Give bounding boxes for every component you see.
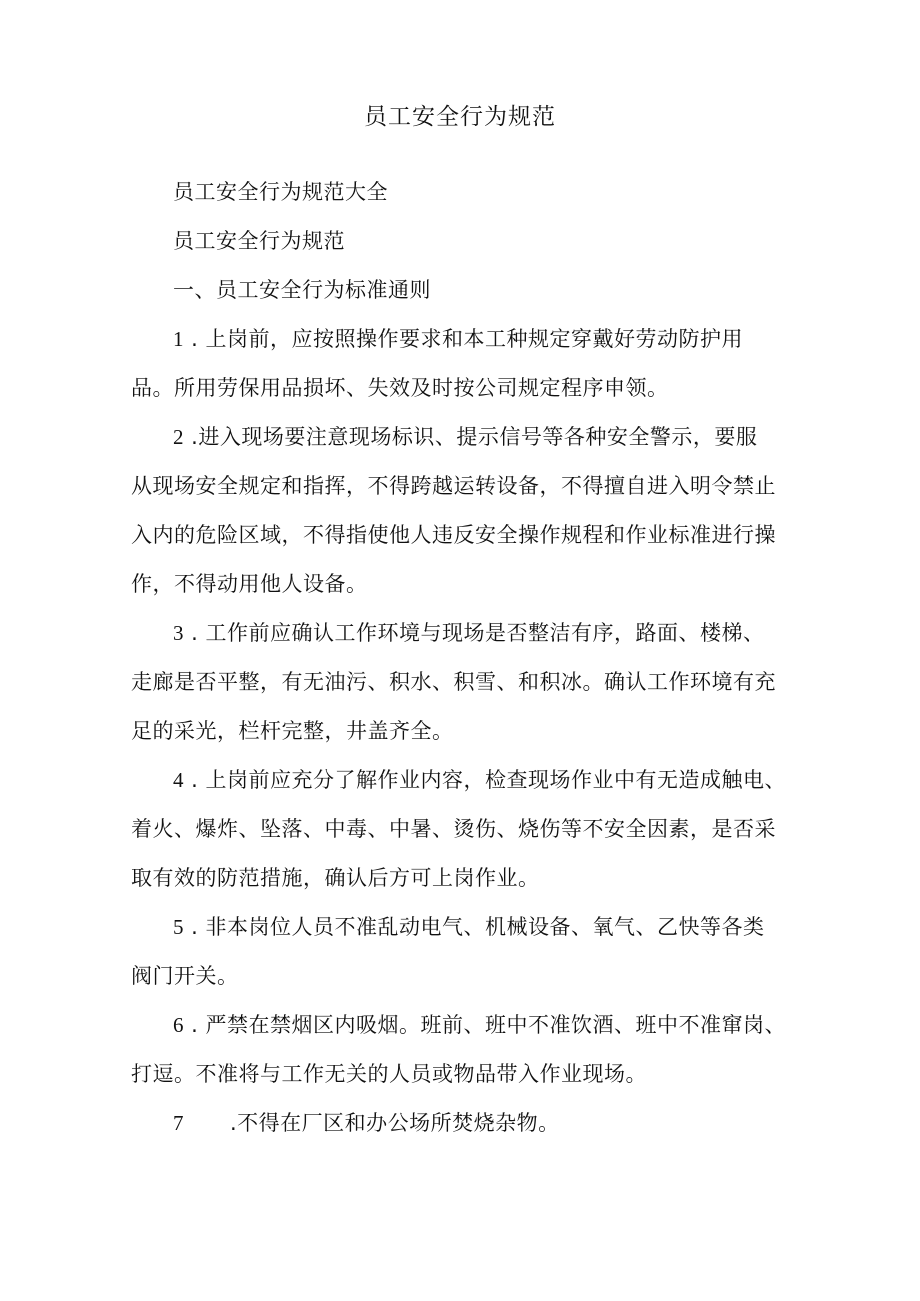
item-5-text-1: . 非本岗位人员不准乱动电气、机械设备、氧气、乙快等各类 [184,915,765,939]
item-3-text-1: . 工作前应确认工作环境与现场是否整洁有序，路面、楼梯、 [184,621,765,645]
item-7-number: 7 [173,1111,184,1135]
item-1-line-1 [173,324,833,354]
section-heading-1: 一、员工安全行为标准通则 [173,278,431,302]
item-5-line-2: 阀门开关。 [131,964,239,988]
item-3-number: 3 [173,621,184,645]
item-6-line-1 [173,1010,833,1040]
item-4-number: 4 [173,768,184,792]
item-1-number: 1 [173,327,184,351]
subtitle-2: 员工安全行为规范 [173,229,345,253]
item-6-line-2: 打逗。不准将与工作无关的人员或物品带入作业现场。 [131,1062,647,1086]
item-2-line-1 [173,422,833,452]
item-4-line-2: 着火、爆炸、坠落、中毒、中暑、烫伤、烧伤等不安全因素，是否采 [131,817,776,841]
item-5-line-1 [173,912,833,942]
item-2-line-3: 入内的危险区域，不得指使他人违反安全操作规程和作业标准进行操 [131,523,776,547]
item-4-text-1: . 上岗前应充分了解作业内容，检查现场作业中有无造成触电、 [184,768,787,792]
subtitle-1: 员工安全行为规范大全 [173,180,388,204]
item-2-line-2: 从现场安全规定和指挥，不得跨越运转设备，不得擅自进入明令禁止 [131,474,776,498]
item-6-text-1: . 严禁在禁烟区内吸烟。班前、班中不准饮酒、班中不准窜岗、 [184,1013,787,1037]
item-3-line-2: 走廊是否平整，有无油污、积水、积雪、和积冰。确认工作环境有充 [131,670,776,694]
item-7-line-1 [173,1108,833,1138]
item-4-line-1 [173,765,833,795]
item-4-line-3: 取有效的防范措施，确认后方可上岗作业。 [131,866,540,890]
item-6-number: 6 [173,1013,184,1037]
item-1-line-2: 品。所用劳保用品损坏、失效及时按公司规定程序申领。 [131,376,669,400]
item-2-number: 2 [173,425,184,449]
item-2-text-1: .进入现场要注意现场标识、提示信号等各种安全警示，要服 [184,425,758,449]
document-title: 员工安全行为规范 [364,104,556,130]
item-3-line-3: 足的采光，栏杆完整，井盖齐全。 [131,719,454,743]
item-3-line-1 [173,618,833,648]
item-5-number: 5 [173,915,184,939]
item-1-text-1: . 上岗前，应按照操作要求和本工种规定穿戴好劳动防护用 [184,327,744,351]
item-7-text-1: .不得在厂区和办公场所焚烧杂物。 [230,1111,560,1135]
item-2-line-4: 作，不得动用他人设备。 [131,572,368,596]
